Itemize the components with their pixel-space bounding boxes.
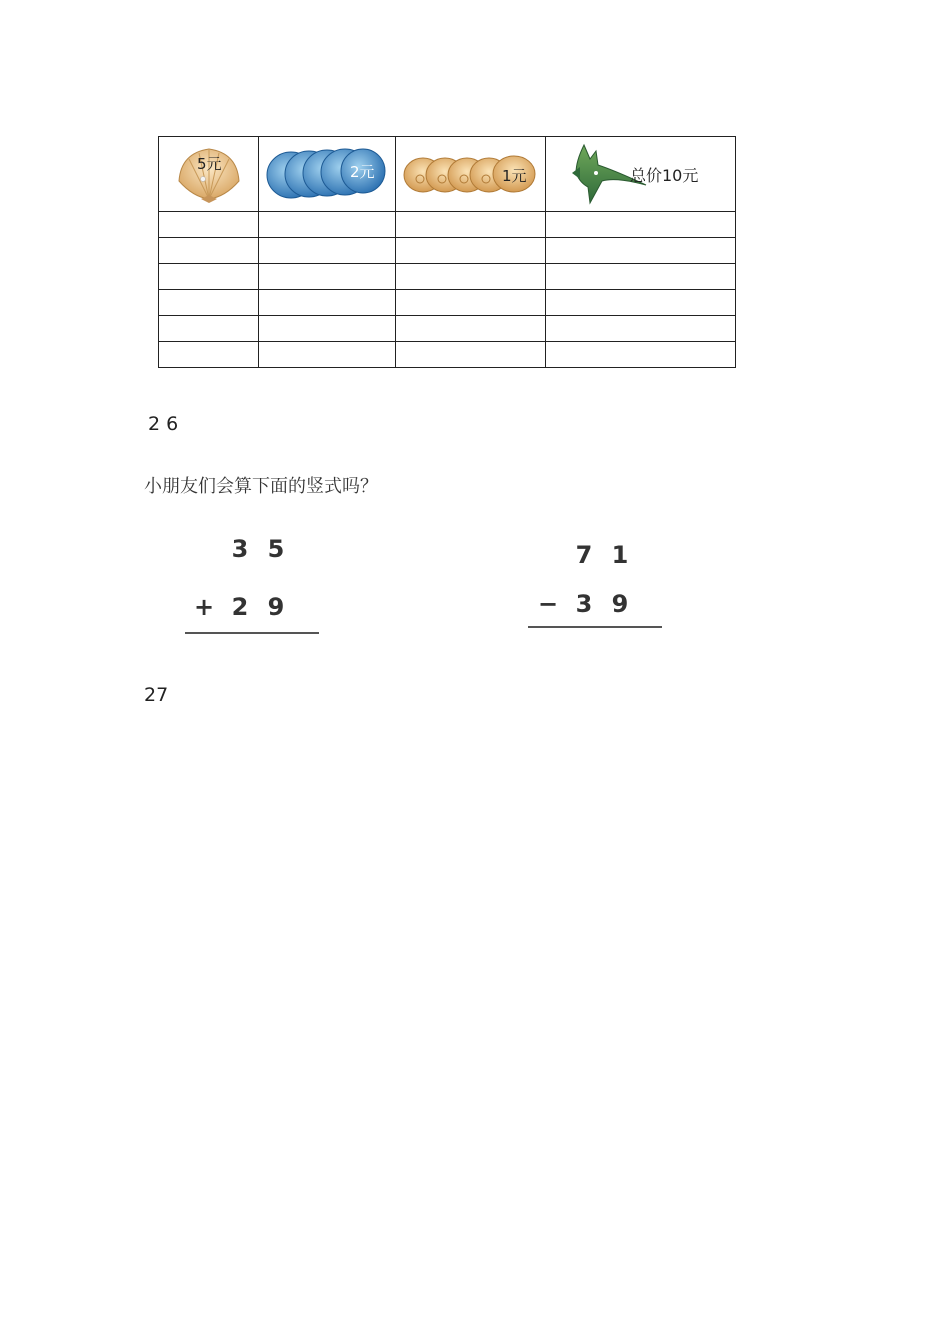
addend-top-tens: 3 <box>231 535 249 563</box>
table-cell[interactable] <box>546 264 736 290</box>
subtraction-answer-line <box>528 626 662 628</box>
table-cell[interactable] <box>396 316 546 342</box>
addend-top-ones: 5 <box>267 535 285 563</box>
table-cell[interactable] <box>259 290 396 316</box>
table-cell[interactable] <box>259 212 396 238</box>
table-cell[interactable] <box>159 264 259 290</box>
subtrahend-tens: 3 <box>575 590 593 618</box>
header-cell-5yuan <box>159 137 259 212</box>
minus-operator: − <box>537 590 559 618</box>
minuend-tens: 7 <box>575 541 593 569</box>
table-cell[interactable] <box>396 238 546 264</box>
table-cell[interactable] <box>396 290 546 316</box>
table-row <box>159 290 736 316</box>
price-label-2yuan: 2元 <box>350 163 375 181</box>
table-cell[interactable] <box>159 316 259 342</box>
plus-operator: + <box>193 593 215 621</box>
blue-shells-icon <box>259 137 396 211</box>
addition-answer-line <box>185 632 319 634</box>
table-cell[interactable] <box>546 238 736 264</box>
addend-bottom-ones: 9 <box>267 593 285 621</box>
question-26-prompt: 小朋友们会算下面的竖式吗？ <box>144 476 378 497</box>
table-header-row <box>159 137 736 212</box>
table-row <box>159 342 736 368</box>
table-cell[interactable] <box>546 212 736 238</box>
minuend-ones: 1 <box>611 541 629 569</box>
table-cell[interactable] <box>159 212 259 238</box>
table-cell[interactable] <box>159 238 259 264</box>
table-cell[interactable] <box>396 342 546 368</box>
price-label-1yuan: 1元 <box>502 167 527 185</box>
price-label-total: 总价10元 <box>630 166 699 185</box>
table-row <box>159 316 736 342</box>
table-cell[interactable] <box>546 342 736 368</box>
addend-bottom-tens: 2 <box>231 593 249 621</box>
table-cell[interactable] <box>546 290 736 316</box>
table-cell[interactable] <box>396 264 546 290</box>
table-row <box>159 212 736 238</box>
table-cell[interactable] <box>259 316 396 342</box>
table-cell[interactable] <box>259 238 396 264</box>
price-table <box>158 136 736 368</box>
table-cell[interactable] <box>159 342 259 368</box>
table-cell[interactable] <box>396 212 546 238</box>
table-cell[interactable] <box>546 316 736 342</box>
subtrahend-ones: 9 <box>611 590 629 618</box>
header-cell-1yuan <box>396 137 546 212</box>
table-cell[interactable] <box>159 290 259 316</box>
table-row <box>159 238 736 264</box>
table-row <box>159 264 736 290</box>
question-27-number: 27 <box>144 684 169 706</box>
header-cell-total <box>546 137 736 212</box>
table-cell[interactable] <box>259 342 396 368</box>
question-26-number: 2 6 <box>148 413 179 435</box>
header-cell-2yuan <box>259 137 396 212</box>
table-cell[interactable] <box>259 264 396 290</box>
price-label-5yuan: 5元 <box>197 155 222 173</box>
scallop-shell-icon <box>159 137 259 211</box>
